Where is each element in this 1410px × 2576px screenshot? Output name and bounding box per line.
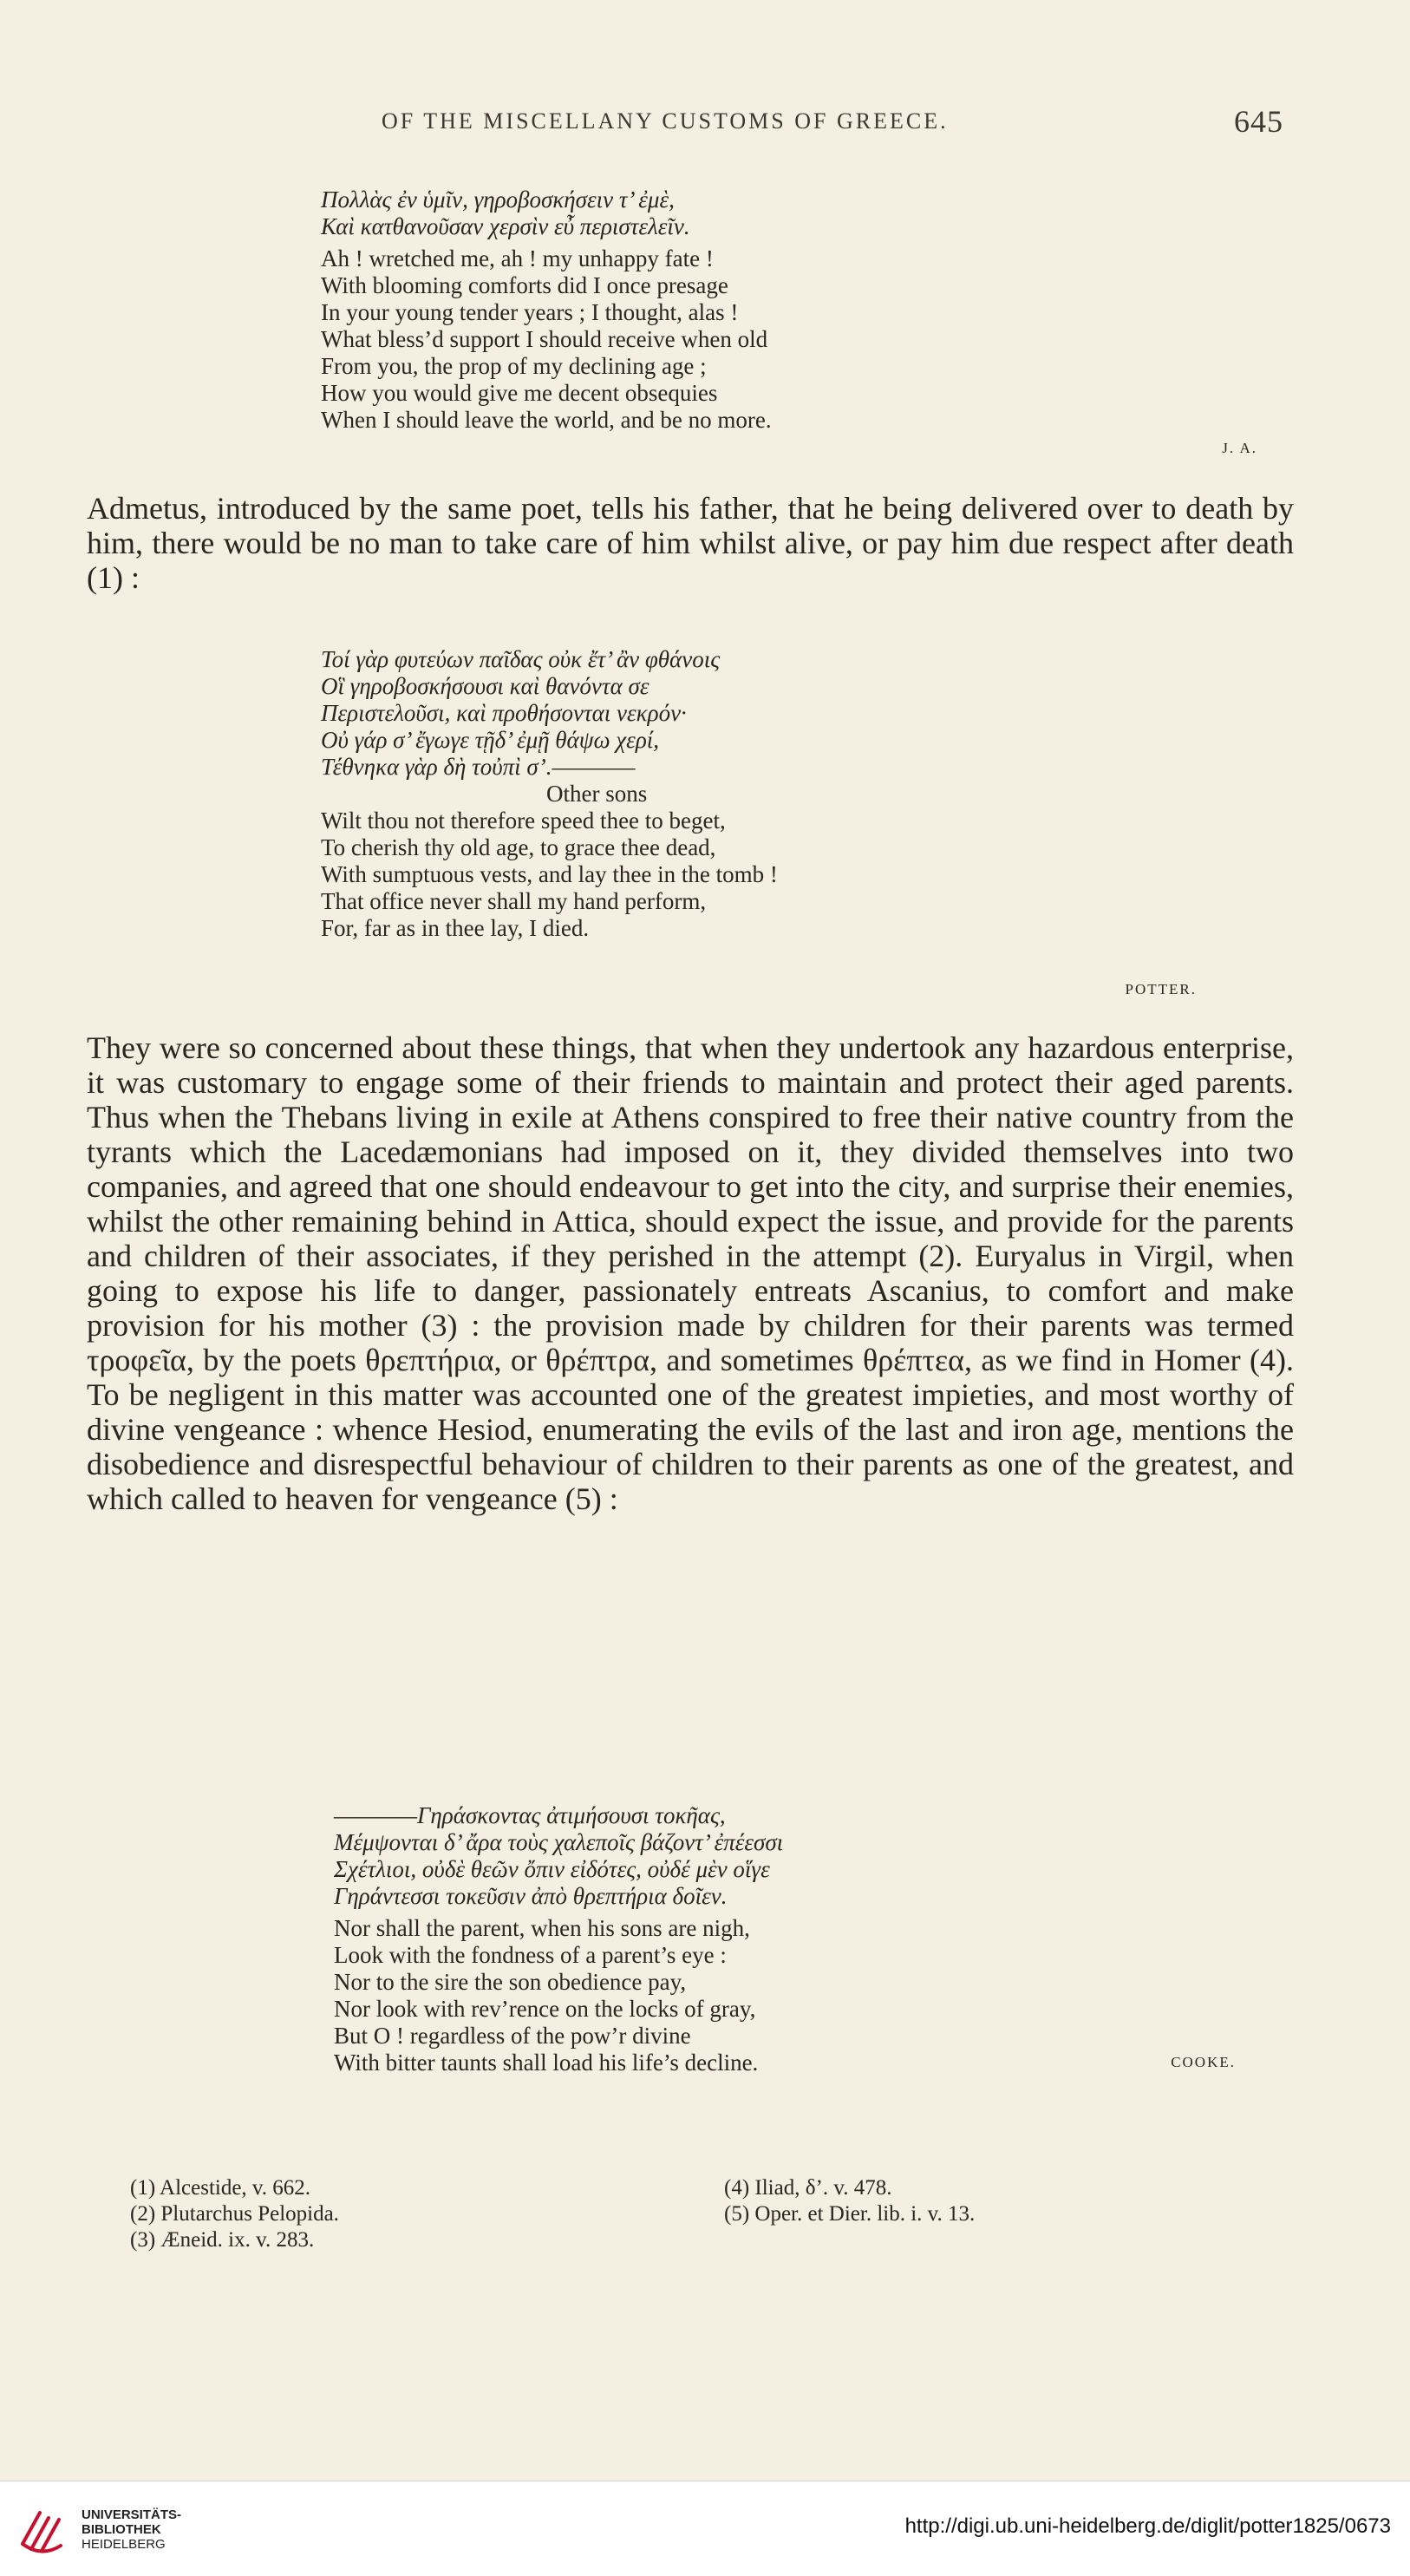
verse-line: With blooming comforts did I once presage [321,272,728,298]
verse-line: From you, the prop of my declining age ; [321,353,707,379]
greek-line: Σχέτλιοι, οὐδὲ θεῶν ὄπιν εἰδότες, οὐδέ μὲν οἵγε [334,1856,770,1882]
verse-block-1 [321,186,1275,456]
footnotes-left-column [130,2175,339,2253]
verse-line: In your young tender years ; I thought, alas ! [321,299,739,325]
footnote: (2) Plutarchus Pelopida. [130,2202,339,2226]
greek-line: Καὶ κατθανοῦσαν χερσὶν εὖ περιστελεῖν. [321,213,690,239]
greek-line: Περιστελοῦσι, καὶ προθήσονται νεκρόν· [321,700,687,726]
verse-line: To cherish thy old age, to grace thee dead, [321,834,716,860]
verse-line: What bless’d support I should receive when old [321,326,768,352]
verse-attribution: J. A. [1222,440,1257,456]
greek-line: Τέθνηκα γὰρ δὴ τοὐπὶ σ’.———— [321,754,636,780]
footnote: (3) Æneid. ix. v. 283. [130,2228,315,2252]
paragraph-text: Admetus, introduced by the same poet, tells his father, that he being delivered over to death by him, there would be no man to take care of him whilst alive, or pay him due respect after death (1) : [87,491,1294,595]
greek-line: Μέμψονται δ’ ἄρα τοὺς χαλεποῖς βάζοντ’ ἐπέεσσι [334,1829,784,1855]
verse-line: Nor look with rev’rence on the locks of gray, [334,1996,756,2022]
verse-block-3 [334,1802,1288,2076]
verse-line: For, far as in thee lay, I died. [321,915,590,941]
greek-line: ————Γηράσκοντας ἀτιμήσουσι τοκῆας, [334,1802,726,1828]
library-name-line: HEIDELBERG [82,2537,166,2552]
verse-line: With bitter taunts shall load his life’s decline. [334,2050,759,2076]
footnotes-right-column [724,2175,975,2227]
verse-block-2 [321,646,1275,997]
greek-line: Τοί γὰρ φυτεύων παῖδας οὐκ ἔτ’ ἂν φθάνοις [321,646,721,672]
footnote: (5) Oper. et Dier. lib. i. v. 13. [724,2202,976,2226]
verse-line: Other sons [546,781,648,807]
verse-line: Wilt thou not therefore speed thee to beget, [321,807,726,834]
running-title: OF THE MISCELLANY CUSTOMS OF GREECE. [382,108,949,134]
verse-line: That office never shall my hand perform, [321,888,707,914]
page-number: 645 [1234,104,1283,139]
library-name-line: BIBLIOTHEK [82,2522,161,2537]
paragraph-2 [87,1030,1294,1516]
verse-line: Look with the fondness of a parent’s eye : [334,1942,727,1968]
greek-line: Γηράντεσσι τοκεῦσιν ἀπὸ θρεπτήρια δοῖεν. [334,1883,728,1909]
viewer-footer [0,2481,1410,2576]
greek-line: Πολλὰς ἐν ὑμῖν, γηροβοσκήσειν τ’ ἐμὲ, [321,186,675,212]
footnote: (1) Alcestide, v. 662. [130,2176,311,2200]
library-name [82,2507,181,2552]
greek-line: Οὐ γάρ σ’ ἔγωγε τῇδ’ ἐμῇ θάψω χερί, [321,727,660,753]
verse-line: With sumptuous vests, and lay thee in the tomb ! [321,861,778,887]
verse-line: Nor shall the parent, when his sons are nigh, [334,1915,750,1941]
verse-attribution: COOKE. [1171,2054,1236,2070]
verse-line: Ah ! wretched me, ah ! my unhappy fate ! [321,245,714,271]
verse-attribution: POTTER. [1125,981,1197,997]
permalink-url[interactable]: http://digi.ub.uni-heidelberg.de/diglit/potter1825/0673 [904,2514,1391,2538]
paragraph-1 [87,491,1294,595]
paragraph-text: They were so concerned about these things, that when they undertook any hazardous enterprise, it was customary to engage some of their friends to maintain and protect their aged parents. Thus when the Thebans living in exile at Athens conspired to free their native country from the tyrants which the Lacedæmonians had imposed on it, they divided themselves into two companies, and agreed that one should endeavour to get into the city, and surprise their enemies, whilst the other remaining behind in Attica, should expect the issue, and provide for the parents and children of their associates, if they perished in the attempt (2). Euryalus in Virgil, when going to expose his life to danger, passionately entreats Ascanius, to comfort and make provision for his mother (3) : the provision made by children for their parents was termed τροφεῖα, by the poets θρεπτήρια, or θρέπτρα, and sometimes θρέπτεα, as we find in Homer (4). To be negligent in this matter was accounted one of the greatest impieties, and most worthy of divine vengeance : whence Hesiod, enumerating the evils of the last and iron age, mentions the disobedience and disrespectful behaviour of children to their parents as one of the greatest, and which called to heaven for vengeance (5) : [87,1030,1294,1516]
footnote: (4) Iliad, δ’. v. 478. [724,2176,892,2200]
greek-line: Οἳ γηροβοσκήσουσι καὶ θανόντα σε [321,673,650,699]
verse-line: Nor to the sire the son obedience pay, [334,1969,687,1995]
verse-line: But O ! regardless of the pow’r divine [334,2023,691,2049]
verse-line: When I should leave the world, and be no more. [321,407,772,433]
library-name-line: UNIVERSITÄTS- [82,2507,182,2522]
verse-line: How you would give me decent obsequies [321,380,718,406]
ub-heidelberg-logo-icon[interactable] [16,2501,68,2558]
